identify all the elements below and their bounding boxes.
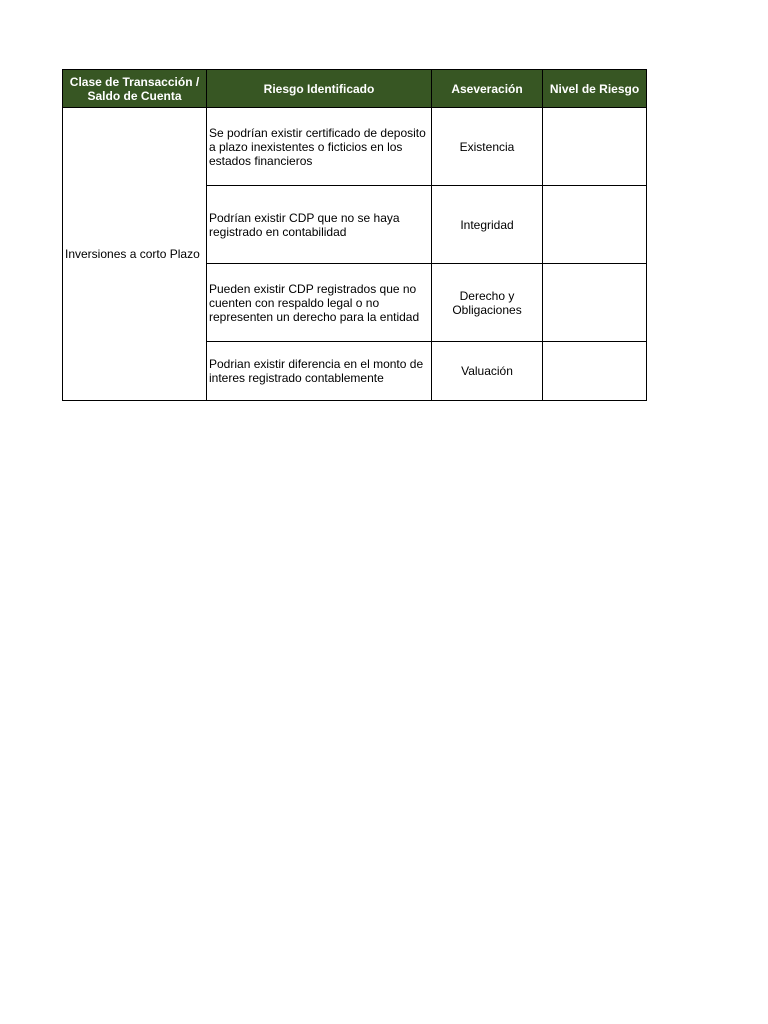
cell-riesgo: Podrian existir diferencia en el monto de interes registrado contablemente	[207, 342, 432, 401]
cell-riesgo: Se podrían existir certificado de deposito a plazo inexistentes o ficticios en los estados financieros	[207, 108, 432, 186]
cell-aseveracion: Derecho y Obligaciones	[432, 264, 543, 342]
cell-aseveracion: Valuación	[432, 342, 543, 401]
header-riesgo: Riesgo Identificado	[207, 70, 432, 108]
table-row	[63, 108, 647, 186]
table-body	[63, 108, 647, 401]
cell-aseveracion: Integridad	[432, 186, 543, 264]
cell-nivel	[543, 264, 647, 342]
cell-nivel	[543, 342, 647, 401]
header-aseveracion: Aseveración	[432, 70, 543, 108]
header-clase: Clase de Transacción / Saldo de Cuenta	[63, 70, 207, 108]
cell-aseveracion: Existencia	[432, 108, 543, 186]
cell-riesgo: Pueden existir CDP registrados que no cuenten con respaldo legal o no representen un derecho para la entidad	[207, 264, 432, 342]
cell-clase: Inversiones a corto Plazo	[63, 108, 207, 401]
table-header	[63, 70, 647, 108]
header-row	[63, 70, 647, 108]
cell-nivel	[543, 186, 647, 264]
risk-table	[62, 69, 647, 401]
cell-riesgo: Podrían existir CDP que no se haya registrado en contabilidad	[207, 186, 432, 264]
header-nivel: Nivel de Riesgo	[543, 70, 647, 108]
cell-nivel	[543, 108, 647, 186]
